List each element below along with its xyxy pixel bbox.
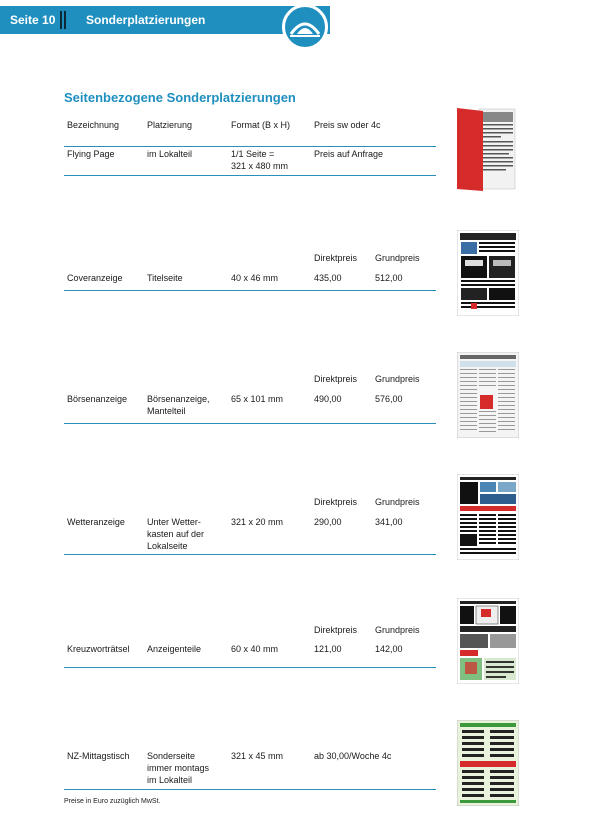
grundpreis-label: Grundpreis <box>375 625 420 635</box>
row-placement: im Lokalteil <box>147 149 193 159</box>
header-separator <box>60 11 66 29</box>
column-header-format: Format (B x H) <box>231 120 291 130</box>
row-placement: Titelseite <box>147 273 183 283</box>
direktpreis-label: Direktpreis <box>314 374 358 384</box>
row-price: Preis auf Anfrage <box>314 149 384 159</box>
table-divider <box>64 789 436 790</box>
row-name: NZ-Mittagstisch <box>67 751 130 761</box>
table-divider <box>64 175 436 176</box>
column-header-preis: Preis sw oder 4c <box>314 120 381 130</box>
grundpreis-label: Grundpreis <box>375 497 420 507</box>
stock-page-thumbnail <box>457 352 519 438</box>
row-grundpreis: 576,00 <box>375 394 403 404</box>
row-format: 1/1 Seite = 321 x 480 mm <box>231 149 289 171</box>
direktpreis-label: Direktpreis <box>314 625 358 635</box>
table-divider <box>64 554 436 555</box>
table-divider <box>64 667 436 668</box>
row-placement: Börsenanzeige, Mantelteil <box>147 394 210 416</box>
table-divider <box>64 146 436 147</box>
row-grundpreis: 341,00 <box>375 517 403 527</box>
grundpreis-label: Grundpreis <box>375 374 420 384</box>
row-placement: Anzeigenteile <box>147 644 202 654</box>
row-format: 60 x 40 mm <box>231 644 279 654</box>
weather-page-thumbnail <box>457 474 519 560</box>
row-name: Coveranzeige <box>67 273 123 283</box>
table-divider <box>64 423 436 424</box>
row-name: Kreuzworträtsel <box>67 644 130 654</box>
row-format: 321 x 45 mm <box>231 751 284 761</box>
row-placement: Unter Wetter- kasten auf der Lokalseite <box>147 517 205 551</box>
footnote: Preise in Euro zuzüglich MwSt. <box>64 798 161 805</box>
row-direktpreis: 121,00 <box>314 644 342 654</box>
row-format: 65 x 101 mm <box>231 394 284 404</box>
row-name: Börsenanzeige <box>67 394 128 404</box>
row-direktpreis: 290,00 <box>314 517 342 527</box>
lunch-page-thumbnail <box>457 720 519 806</box>
row-direktpreis: 435,00 <box>314 273 342 283</box>
row-name: Flying Page <box>67 149 115 159</box>
row-name: Wetteranzeige <box>67 517 125 527</box>
brand-logo-icon <box>282 4 328 50</box>
grundpreis-label: Grundpreis <box>375 253 420 263</box>
flying-page-thumbnail <box>455 107 517 193</box>
row-price: ab 30,00/Woche 4c <box>314 751 392 761</box>
column-header-platzierung: Platzierung <box>147 120 193 130</box>
direktpreis-label: Direktpreis <box>314 497 358 507</box>
row-direktpreis: 490,00 <box>314 394 342 404</box>
section-title: Seitenbezogene Sonderplatzierungen <box>64 90 296 105</box>
table-divider <box>64 290 436 291</box>
row-format: 321 x 20 mm <box>231 517 284 527</box>
crossword-page-thumbnail <box>457 598 519 684</box>
row-placement: Sonderseite immer montags im Lokalteil <box>147 751 210 785</box>
row-grundpreis: 142,00 <box>375 644 403 654</box>
direktpreis-label: Direktpreis <box>314 253 358 263</box>
page-header <box>0 6 330 34</box>
column-header-bezeichnung: Bezeichnung <box>67 120 120 130</box>
header-title: Sonderplatzierungen <box>86 13 206 27</box>
row-grundpreis: 512,00 <box>375 273 403 283</box>
row-format: 40 x 46 mm <box>231 273 279 283</box>
cover-page-thumbnail <box>457 230 519 316</box>
page-number: Seite 10 <box>10 13 56 27</box>
